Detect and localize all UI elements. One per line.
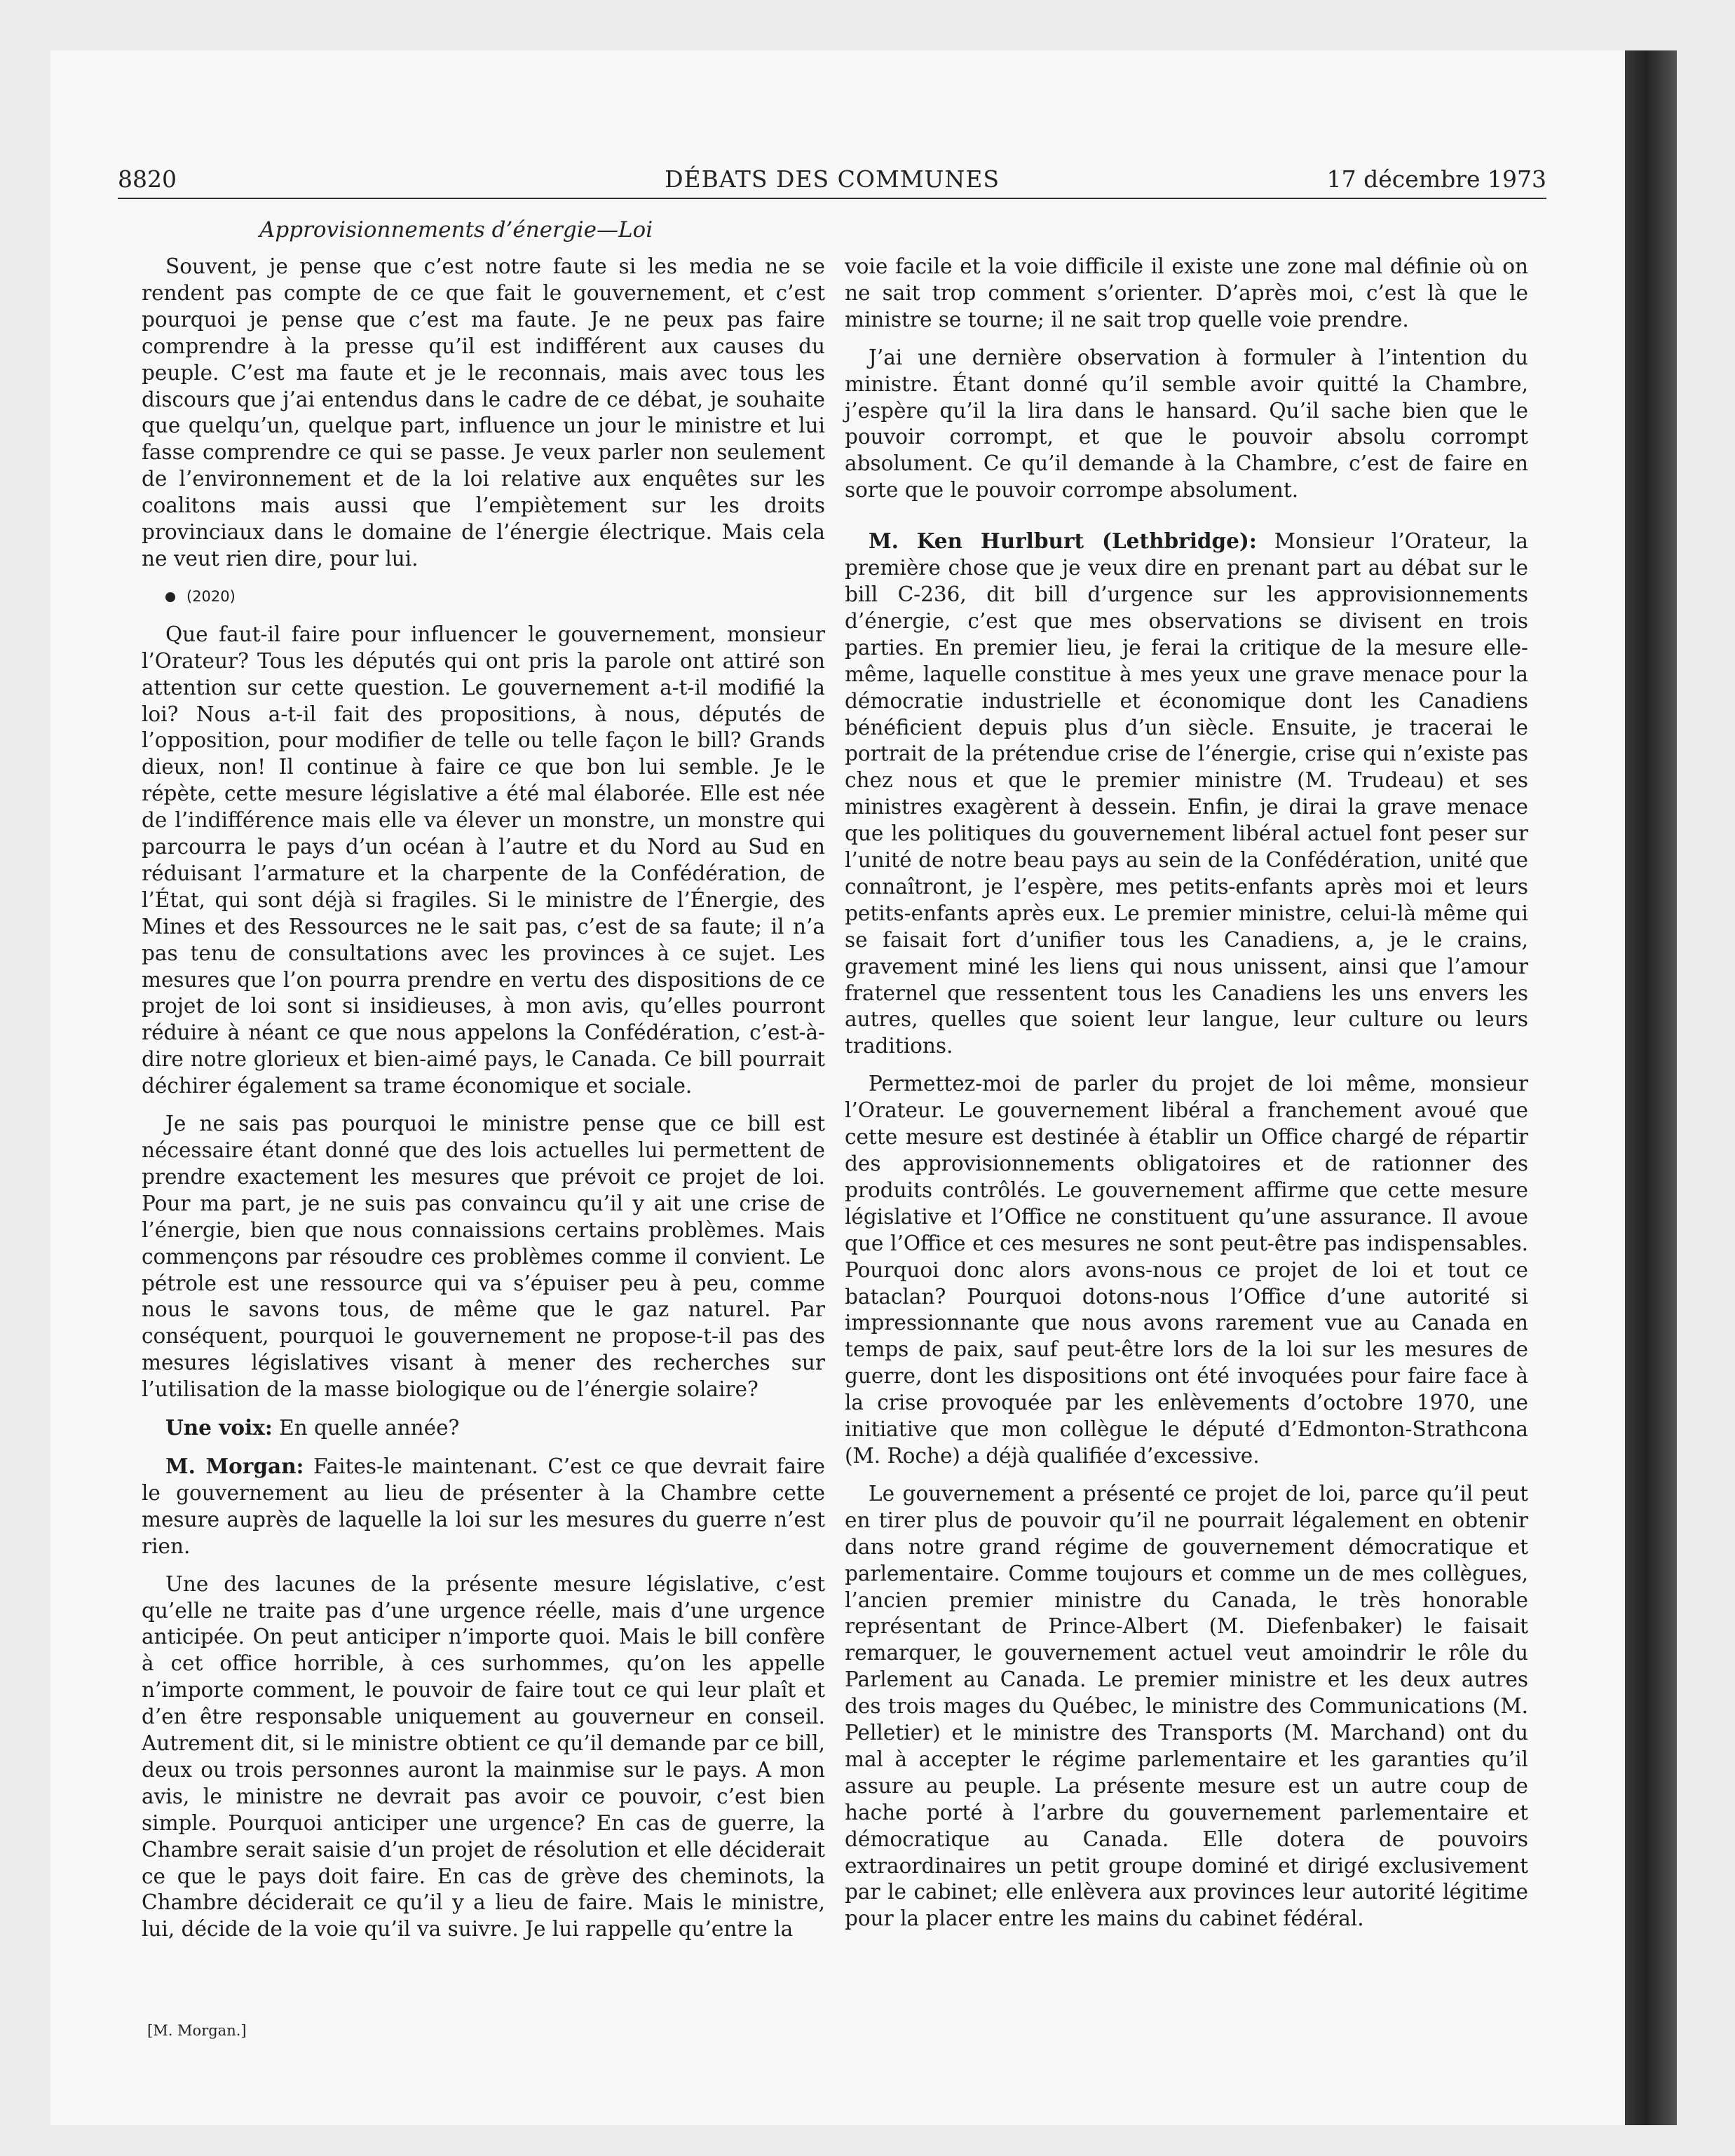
paragraph: Souvent, je pense que c’est notre faute si les media ne se rendent pas compte de ce que fait le gouvernement, et c’est pourquoi je pense que c’est ma faute. Je ne peux pas faire comprendre à la presse qu’il est indifférent aux causes du peuple. C’est ma faute et je le reconnais, mais avec tous les discours que j’ai entendus dans le cadre de ce débat, je souhaite que quelqu’un, quelque part, influence un jour le ministre et lui fasse comprendre ce qui se passe. Je veux parler non seulement de l’environnement et de la loi relative aux enquêtes sur les coalitons mais aussi que l’empiètement sur les droits provinciaux dans le domaine de l’énergie électrique. Mais cela ne veut rien dire, pour lui. [142, 254, 825, 571]
paragraph: Le gouvernement a présenté ce projet de loi, parce qu’il peut en tirer plus de pouvoir qu’il ne pourrait légalement en obtenir dans notre grand régime de gouvernement démocratique et parlementaire. Comme toujours et comme un de mes collègues, l’ancien premier ministre du Canada, le très honorable représentant de Prince-Albert (M. Diefenbaker) le faisait remarquer, le gouvernement actuel veut amoindrir le rôle du Parlement au Canada. Le premier ministre et les deux autres des trois mages du Québec, le ministre des Communications (M. Pelletier) et le ministre des Transports (M. Marchand) ont du mal à accepter le régime parlementaire et les garanties qu’il assure au peuple. La présente mesure est un autre coup de hache porté à l’arbre du gouvernement parlementaire et démocratique au Canada. Elle dotera de pouvoirs extraordinaires un petit groupe dominé et dirigé exclusivement par le cabinet; elle enlèvera aux provinces leur autorité légitime pour la placer entre les mains du cabinet fédéral. [845, 1481, 1528, 1931]
paragraph: voie facile et la voie difficile il existe une zone mal définie où on ne sait trop comment s’orienter. D’après moi, c’est là que le ministre se tourne; il ne sait trop quelle voie prendre. [845, 254, 1528, 332]
paragraph: J’ai une dernière observation à formuler à l’intention du ministre. Étant donné qu’il semble avoir quitté la Chambre, j’espère qu’il la lira dans le hansard. Qu’il sache bien que le pouvoir corrompt, et que le pouvoir absolu corrompt absolument. Ce qu’il demande à la Chambre, c’est de faire en sorte que le pouvoir corrompe absolument. [845, 345, 1528, 503]
time-marker-label: (2020) [186, 587, 236, 605]
paragraph: Je ne sais pas pourquoi le ministre pense que ce bill est nécessaire étant donné que des lois actuelles lui permettent de prendre exactement les mesures que prévoit ce projet de loi. Pour ma part, je ne suis pas convaincu qu’il y ait une crise de l’énergie, bien que nous connaissions certains problèmes. Mais commençons par résoudre ces problèmes comme il convient. Le pétrole est une ressource qui va s’épuiser peu à peu, comme nous le savons tous, de même que le gaz naturel. Par conséquent, pourquoi le gouvernement ne propose-t-il pas des mesures législatives visant à mener des recherches sur l’utilisation de la masse biologique ou de l’énergie solaire? [142, 1112, 825, 1402]
left-column [142, 254, 825, 1954]
bullet-icon [165, 592, 175, 602]
paragraph: Permettez-moi de parler du projet de loi même, monsieur l’Orateur. Le gouvernement libéral a franchement avoué que cette mesure est destinée à établir un Office chargé de répartir des approvisionnements obligatoires et de rationner des produits contrôlés. Le gouvernement affirme que cette mesure législative et l’Office ne constituent qu’une assurance. Il avoue que l’Office et ces mesures ne sont peut-être pas indispensables. Pourquoi donc alors avons-nous ce projet de loi et tout ce bataclan? Pourquoi dotons-nous l’Office d’une autorité si impressionnante que nous avons rarement vue au Canada en temps de paix, sauf peut-être lors de la loi sur les mesures de guerre, dont les dispositions ont été invoquées pour faire face à la crise provoquée par les enlèvements d’octobre 1970, une initiative que mon collègue le député d’Edmonton-Strathcona (M. Roche) a déjà qualifiée d’excessive. [845, 1072, 1528, 1468]
speech-morgan [142, 1453, 825, 1560]
issue-date: 17 décembre 1973 [1326, 165, 1546, 193]
scan-binding-edge [1625, 50, 1677, 2125]
running-header [118, 163, 1546, 199]
section-title: Approvisionnements d’énergie—Loi [259, 217, 653, 243]
footer-speaker-note: [M. Morgan.] [147, 2022, 247, 2039]
speech-hurlburt [845, 528, 1528, 1060]
speech-text: Faites-le maintenant. C’est ce que devrait faire le gouvernement au lieu de présenter à la Chambre cette mesure auprès de laquelle la loi sur les mesures du guerre n’est rien. [142, 1454, 825, 1558]
page-number: 8820 [118, 165, 177, 193]
paragraph: Une des lacunes de la présente mesure législative, c’est qu’elle ne traite pas d’une urgence réelle, mais d’une urgence anticipée. On peut anticiper n’importe quoi. Mais le bill confère à cet office horrible, à ces surhommes, qu’on les appelle n’importe comment, le pouvoir de faire tout ce qui leur plaît et d’en être responsable uniquement au gouverneur en conseil. Autrement dit, si le ministre obtient ce qu’il demande par ce bill, deux ou trois personnes auront la mainmise sur le pays. A mon avis, le ministre ne devrait pas avoir ce pouvoir, c’est bien simple. Pourquoi anticiper une urgence? En cas de guerre, la Chambre serait saisie d’un projet de résolution et elle déciderait ce que le pays doit faire. En cas de grève des cheminots, la Chambre déciderait ce qu’il y a lieu de faire. Mais le ministre, lui, décide de la voie qu’il va suivre. Je lui rappelle qu’entre la [142, 1571, 825, 1942]
paragraph: Que faut-il faire pour influencer le gouvernement, monsieur l’Orateur? Tous les députés qui ont pris la parole ont attiré son attention sur cette question. Le gouvernement a-t-il modifié la loi? Nous a-t-il fait des propositions, à nous, députés de l’opposition, pour modifier de telle ou telle façon le bill? Grands dieux, non! Il continue à faire ce que bon lui semble. Je le répète, cette mesure législative a été mal élaborée. Elle est née de l’indifférence mais elle va élever un monstre, un monstre qui parcourra le pays d’un océan à l’autre et du Nord au Sud en réduisant l’armature et la charpente de la Confédération, de l’État, qui sont déjà si fragiles. Si le ministre de l’Énergie, des Mines et des Ressources ne le sait pas, c’est de sa faute; il n’a pas tenu de consultations avec les provinces à ce sujet. Les mesures que l’on pourra prendre en vertu des dispositions de ce projet de loi sont si insidieuses, à mon avis, qu’elles pourront réduire à néant ce que nous appelons la Confédération, c’est-à-dire notre glorieux et bien-aimé pays, le Canada. Ce bill pourrait déchirer également sa trame économique et sociale. [142, 622, 825, 1098]
speech-text: Monsieur l’Orateur, la première chose que je veux dire en prenant part au débat sur le bill C-236, dit bill d’urgence sur les approvisionnements d’énergie, c’est que mes observations se divisent en trois parties. En premier lieu, je ferai la critique de la mesure elle-même, laquelle constitue à mes yeux une grave menace pour la démocratie industrielle et économique dont les Canadiens bénéficient depuis plus d’un siècle. Ensuite, je tracerai le portrait de la prétendue crise de l’énergie, crise qui n’existe pas chez nous et que le premier ministre (M. Trudeau) et ses ministres exagèrent à dessein. Enfin, je dirai la grave menace que les politiques du gouvernement libéral actuel font peser sur l’unité de notre beau pays au sein de la Confédération, unité que connaîtront, je l’espère, mes petits-enfants après moi et leurs petits-enfants après eux. Le premier ministre, celui-là même qui se faisait fort d’unifier tous les Canadiens, a, je le crains, gravement miné les liens qui nous unissent, ainsi que l’amour fraternel que ressentent tous les Canadiens les uns envers les autres, quelles que soient leur langue, leur culture ou leurs traditions. [845, 529, 1528, 1058]
right-column [845, 254, 1528, 1944]
speaker-name: M. Morgan: [165, 1453, 304, 1478]
speaker-name: M. Ken Hurlburt (Lethbridge): [869, 528, 1257, 554]
speech-text: En quelle année? [272, 1416, 460, 1440]
speech-voice [142, 1414, 825, 1442]
publication-title: DÉBATS DES COMMUNES [665, 165, 1000, 193]
speaker-name: Une voix: [165, 1415, 273, 1440]
time-marker [142, 584, 825, 610]
